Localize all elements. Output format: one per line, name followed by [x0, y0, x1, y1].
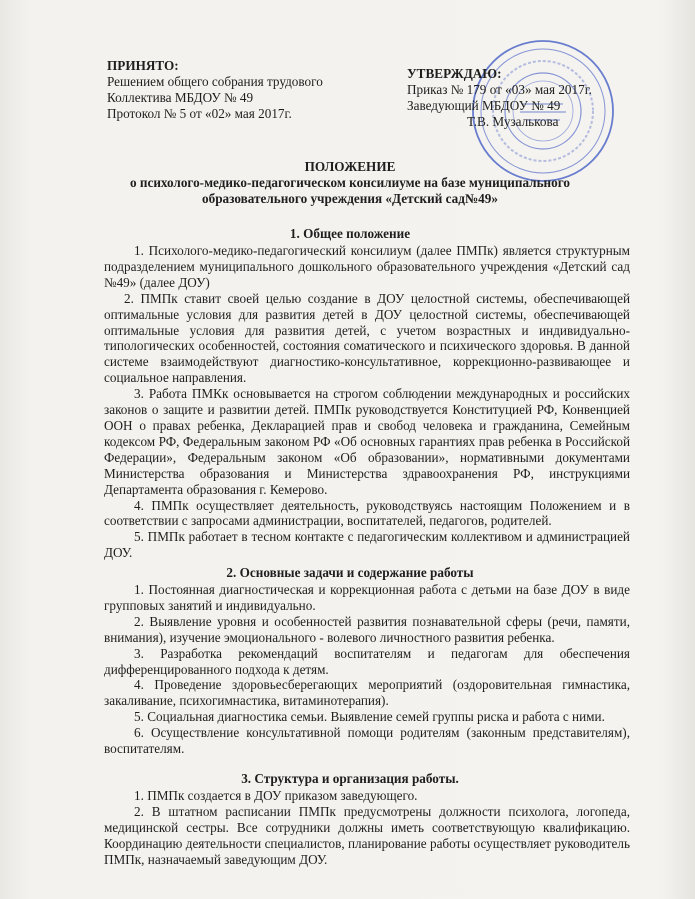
section-3-heading: 3. Структура и организация работы. — [241, 771, 459, 786]
section-2-item-2: 2. Выявление уровня и особенностей развития познавательной сферы (речи, памяти, внимания), изучение эмоционального - волевого личностного развития ребенка. — [104, 613, 630, 645]
section-2-item-4: 4. Проведение здоровьесберегающих мероприятий (оздоровительная гимнастика, закаливание, психогимнастика, витаминотерапия). — [104, 677, 630, 709]
section-1-item-5: 5. ПМПк работает в тесном контакте с педагогическим коллективом и администрацией ДОУ. — [104, 529, 630, 561]
approved-signature-name: Т.В. Музалькова — [467, 114, 559, 129]
approved-title: УТВЕРЖДАЮ: — [407, 66, 502, 81]
section-2-item-6: 6. Осуществление консультативной помощи родителям (законным представителям), воспитателям. — [104, 725, 630, 757]
section-1-item-3: 3. Работа ПМКк основывается на строгом соблюдении международных и российских законов о защите и развитии детей. ПМПк руководствуется Конституцией РФ, Конвенцией ООН о правах ребенка, Декларацией прав и свобод человека и гражданина, Семейным кодексом РФ, Федеральным законом РФ «Об основных гарантиях прав ребенка в Российской Федерации», Федеральным законом «Об образовании», нормативными документами Министерства образования и Министерства здравоохранения РФ, инструкциями Департамента образования г. Кемерово. — [104, 386, 630, 497]
accepted-block — [107, 58, 367, 122]
document-title — [70, 159, 630, 207]
section-3-item-2: 2. В штатном расписании ПМПк предусмотрены должности психолога, логопеда, медицинской сестры. Все сотрудники должны иметь соответствующую квалификацию. Координацию деятельности специалистов, планирование работы осуществляет руководитель ПМПк, назначаемый заведующим ДОУ. — [104, 803, 630, 867]
accepted-line-3: Протокол № 5 от «02» мая 2017г. — [107, 106, 292, 121]
section-1-heading: 1. Общее положение — [289, 226, 411, 241]
section-2-heading: 2. Основные задачи и содержание работы — [226, 565, 474, 580]
section-1-item-4: 4. ПМПк осуществляет деятельность, руководствуясь настоящим Положением и в соответствии с запросами администрации, воспитателей, педагогов, родителей. — [104, 497, 630, 529]
section-1-body — [104, 243, 630, 561]
accepted-title: ПРИНЯТО: — [107, 58, 179, 73]
approved-line-1: Приказ № 179 от «03» мая 2017г. — [407, 82, 592, 97]
section-2-item-1: 1. Постоянная диагностическая и коррекционная работа с детьми на базе ДОУ в виде групповых занятий и индивидуально. — [104, 582, 630, 613]
accepted-line-2: Коллектива МБДОУ № 49 — [107, 90, 254, 105]
section-2-item-5: 5. Социальная диагностика семьи. Выявление семей группы риска и работа с ними. — [134, 709, 605, 725]
approved-line-2: Заведующий МБДОУ № 49 — [407, 98, 561, 113]
approved-block — [407, 66, 687, 130]
section-3-body — [104, 788, 630, 868]
section-3-item-1: 1. ПМПк создается в ДОУ приказом заведующего. — [134, 788, 418, 803]
accepted-line-1: Решением общего собрания трудового — [107, 74, 323, 89]
section-1-item-1: 1. Психолого-медико-педагогический консилиум (далее ПМПк) является структурным подразделением муниципального дошкольного образовательного учреждения «Детский сад №49» (далее ДОУ) — [104, 243, 630, 290]
title-line-3: образовательного учреждения «Детский сад№49» — [202, 191, 498, 206]
section-2-item-3: 3. Разработка рекомендаций воспитателям и педагогам для обеспечения дифференцированного подхода к детям. — [104, 645, 630, 677]
section-2-body — [104, 582, 630, 757]
title-line-2: о психолого-медико-педагогическом консилиуме на базе муниципального — [129, 175, 570, 190]
title-line-1: ПОЛОЖЕНИЕ — [304, 159, 396, 174]
section-1-item-2: 2. ПМПк ставит своей целью создание в ДОУ целостной системы, обеспечивающей оптимальные условия для развития детей в ДОУ целостной системы, обеспечивающей оптимальные условия для развития детей, с учетом возрастных и индивидуально-типологических особенностей, состояния соматического и психического здоровья. В данной системе взаимодействуют диагностико-консультативное, коррекционно-развивающее и социальное направления. — [104, 290, 630, 386]
